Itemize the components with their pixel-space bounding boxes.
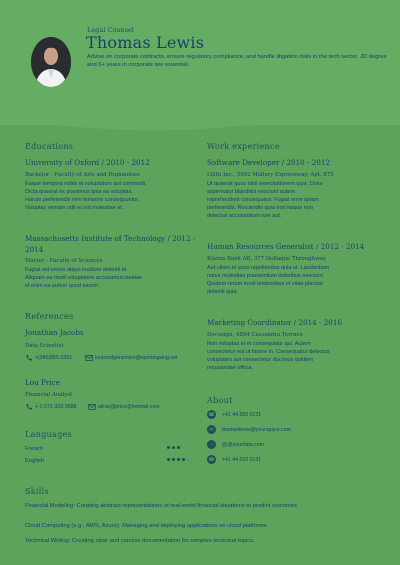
reference-1-name: Jonathan Jacobs [25,328,84,337]
contact-website: @@yourdata.com [222,442,264,448]
skill-1: Financial Modeling: Creating abstract representations of real-world financial situations to predict outcomes. [25,503,299,509]
educations-title: Educations [25,142,74,151]
job-title: Legal Counsel [87,26,134,34]
level-dot [187,458,190,461]
education-1-description: Eaque tempora nobis et voluptatum aut commodi. Dicta quaerat ex possimus ipsa ea voluptas. Harum perferendis rem tempore consequuntur. Voluptas veniam odit et est molestiae et. [25,181,147,211]
phone-icon: ☎ [208,411,215,418]
experience-1-company: Lilith Inc., 5992 Mallory Expressway, Apt. 875 [207,172,334,178]
level-dot [172,458,175,461]
mail-icon [88,403,96,411]
profile-summary: Advise on corporate contracts, ensure regulatory compliance, and handle litigation risks in the tech sector. JD degree and 5+ years in corporate law essential. [87,54,387,68]
experience-2-description: Aut ullam et quos repellendus quia ut. Laudantium natus molestias praesentium doloribus nesciunt. Quidem rerum modi temporibus et vitae placeat deleniti quia. [207,265,330,295]
contact-phone-secondary: +41 44 510 0131 [222,457,262,463]
language-2-name: English [25,458,45,464]
experience-3-description: Non voluptas et et consequatur qui. Autem consectetur est ut facere in. Consequatur delectus voluptates aut consectetur ducimus quidem recusandae officia. [207,341,330,371]
level-dot [187,446,190,449]
language-1-level [167,446,190,449]
references-title: References [25,312,74,321]
skill-3: Technical Writing: Creating clear and concise documentation for complex technical topics. [25,538,255,544]
education-2-heading-year: 2014 [25,245,44,254]
experience-2-heading: Human Resources Generalist / 2012 - 2014 [207,242,365,251]
mail-icon: ✉ [207,425,216,434]
mail-icon [85,354,93,362]
experience-3-company: Docusign, 4884 Cassandra Terrace [207,332,303,338]
level-dot [182,458,185,461]
about-title: About [207,396,233,405]
reference-1-role: Data Scientist [25,343,64,349]
experience-1-description: Ut quaerat quos nihil exercitationem quia. Dolor aspernatur blanditiis nesciunt autem reprehenderit consequatur. Fugiat error ipsam perferendis. Reiciendis quia non itaque non delectus accusantium iure aut. [207,181,323,219]
experience-2-company: Klarna Bank AB, 377 Dollaque Throughway [207,256,327,262]
phone-icon: ☎ [208,456,215,463]
phone-icon [25,403,33,411]
level-dot [172,446,175,449]
level-dot [182,446,185,449]
level-dot [177,446,180,449]
person-name: Thomas Lewis [86,33,205,52]
level-dot [167,446,170,449]
contact-phone: +41 44 555 0131 [222,412,262,418]
contact-email: thomaslewis@yourspace.com [222,427,291,433]
reference-2-name: Lou Price [25,378,60,387]
globe-icon: ○ [207,440,216,449]
education-2-heading: Massachusetts Institute of Technology / 2012 - [25,234,196,243]
experience-3-heading: Marketing Coordinator / 2014 - 2016 [207,318,343,327]
education-2-description: Fugiat est omnis atque incidunt deleniti et. Aliquam ea modi voluptatem accusamus beatae id enim ea autem quod earum. [25,267,143,289]
education-1-heading: University of Oxford / 2010 - 2012 [25,158,150,167]
reference-2-email: alicie@price@hotmail.com [98,404,160,410]
experience-1-heading: Software Developer / 2010 - 2012 [207,158,331,167]
language-1-name: French [25,446,44,452]
reference-2-phone: + 1-571-318-3688 [35,404,77,410]
experience-title: Work experience [207,142,280,151]
phone-icon [25,354,33,362]
skills-title: Skills [25,487,49,496]
avatar [31,37,71,87]
header-wave [0,100,400,140]
education-1-degree: Bachelor - Faculty of Arts and Humanities [25,172,140,178]
language-2-level [167,458,190,461]
reference-1-phone: +(345)855-3251 [35,355,73,361]
reference-2-role: Financial Analyst [25,392,73,398]
education-2-degree: Master - Faculty of Sciences [25,258,103,264]
level-dot [177,458,180,461]
skill-2: Cloud Computing (e.g., AWS, Azure): Managing and deploying applications on cloud platforms. [25,523,269,529]
reference-1-email: louisrodgersimion@sportingsing.net [95,355,178,361]
level-dot [167,458,170,461]
languages-title: Languages [25,430,72,439]
